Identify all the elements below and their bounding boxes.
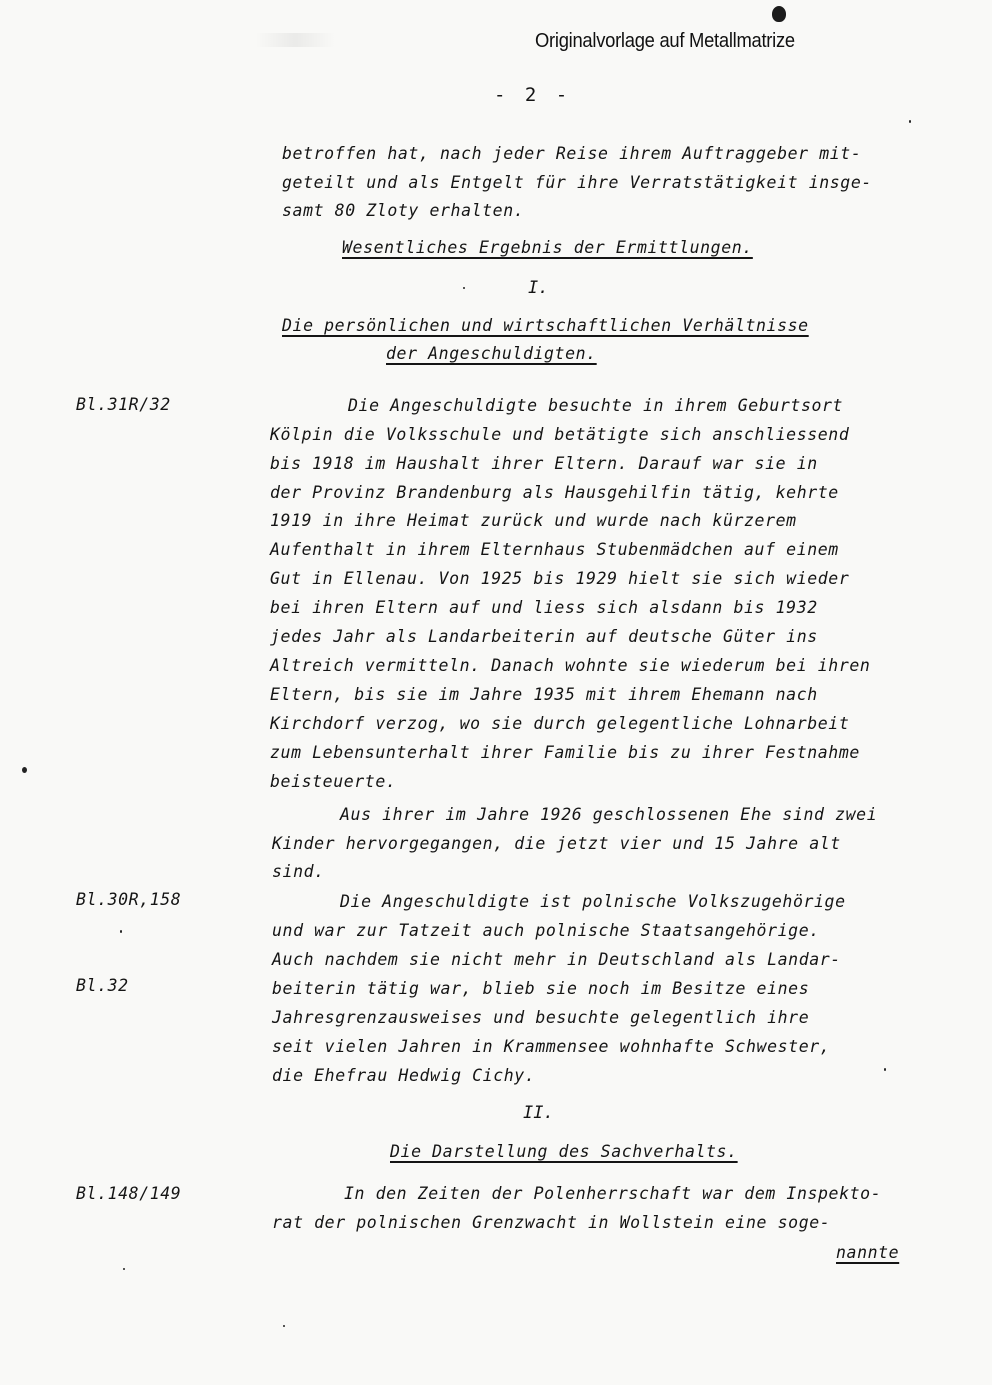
paragraph-1-line: Aufenthalt in ihrem Elternhaus Stubenmädchen auf einem (270, 540, 839, 559)
scan-speck (283, 1325, 285, 1327)
paragraph-1-line: bei ihren Eltern auf und liess sich alsdann bis 1932 (270, 598, 818, 617)
paragraph-1-line: Kirchdorf verzog, wo sie durch gelegentliche Lohnarbeit (270, 714, 850, 733)
paragraph-1-line: Eltern, bis sie im Jahre 1935 mit ihrem Ehemann nach (270, 685, 818, 704)
paragraph-1-line: bis 1918 im Haushalt ihrer Eltern. Darauf war sie in (270, 454, 818, 473)
paragraph-2-line: Kinder hervorgegangen, die jetzt vier und 15 Jahre alt (272, 834, 841, 853)
margin-reference: Bl.32 (76, 976, 129, 995)
scan-speck (463, 287, 465, 289)
paragraph-1-line: Die Angeschuldigte besuchte in ihrem Geburtsort (348, 396, 844, 415)
original-stamp: Originalvorlage auf Metallmatrize (535, 30, 795, 52)
intro-line: samt 80 Zloty erhalten. (282, 201, 525, 220)
paragraph-3-line: und war zur Tatzeit auch polnische Staatsangehörige. (272, 921, 820, 940)
section-numeral-2: II. (523, 1103, 554, 1123)
main-heading: Wesentliches Ergebnis der Ermittlungen. (342, 238, 753, 257)
paragraph-2-line: Aus ihrer im Jahre 1926 geschlossenen Ehe sind zwei (340, 805, 878, 824)
section-heading-1-line: Die persönlichen und wirtschaftlichen Verhältnisse (282, 316, 809, 335)
margin-reference: Bl.31R/32 (76, 395, 171, 414)
section-heading-2: Die Darstellung des Sachverhalts. (390, 1142, 738, 1161)
intro-line: geteilt und als Entgelt für ihre Verratstätigkeit insge- (282, 173, 872, 192)
paragraph-1-line: beisteuerte. (270, 772, 397, 791)
paragraph-1-line: 1919 in ihre Heimat zurück und wurde nach kürzerem (270, 511, 797, 530)
scan-speck (909, 120, 911, 123)
paragraph-3-line: Die Angeschuldigte ist polnische Volkszugehörige (340, 892, 846, 911)
margin-reference: Bl.30R,158 (76, 890, 182, 909)
page-number: - 2 - (494, 84, 572, 106)
paragraph-1-line: jedes Jahr als Landarbeiterin auf deutsche Güter ins (270, 627, 818, 646)
paragraph-3-line: die Ehefrau Hedwig Cichy. (272, 1066, 536, 1085)
ink-blot-icon (772, 6, 786, 22)
catchword-next-page: nannte (836, 1243, 900, 1262)
paragraph-4-line: In den Zeiten der Polenherrschaft war dem Inspekto- (344, 1184, 882, 1203)
paragraph-1-line: Altreich vermitteln. Danach wohnte sie wiederum bei ihren (270, 656, 871, 675)
section-heading-1-line: der Angeschuldigten. (386, 344, 597, 363)
margin-reference: Bl.148/149 (76, 1184, 182, 1203)
scan-speck (123, 1268, 125, 1270)
scan-speck (884, 1068, 886, 1071)
paragraph-3-line: Jahresgrenzausweises und besuchte gelegentlich ihre (272, 1008, 810, 1027)
scan-speck (120, 930, 122, 933)
faint-smudge (255, 33, 335, 47)
paragraph-4-line: rat der polnischen Grenzwacht in Wollstein eine soge- (272, 1213, 831, 1232)
paragraph-3-line: beiterin tätig war, blieb sie noch im Besitze eines (272, 979, 810, 998)
paragraph-3-line: seit vielen Jahren in Krammensee wohnhafte Schwester, (272, 1037, 831, 1056)
paragraph-1-line: zum Lebensunterhalt ihrer Familie bis zu ihrer Festnahme (270, 743, 860, 762)
scan-speck (22, 767, 27, 773)
paragraph-1-line: Gut in Ellenau. Von 1925 bis 1929 hielt sie sich wieder (270, 569, 850, 588)
paragraph-3-line: Auch nachdem sie nicht mehr in Deutschland als Landar- (272, 950, 841, 969)
paragraph-1-line: der Provinz Brandenburg als Hausgehilfin tätig, kehrte (270, 483, 839, 502)
section-numeral-1: I. (528, 278, 549, 298)
paragraph-2-line: sind. (272, 862, 325, 881)
paragraph-1-line: Kölpin die Volksschule und betätigte sich anschliessend (270, 425, 850, 444)
intro-line: betroffen hat, nach jeder Reise ihrem Auftraggeber mit- (282, 144, 862, 163)
